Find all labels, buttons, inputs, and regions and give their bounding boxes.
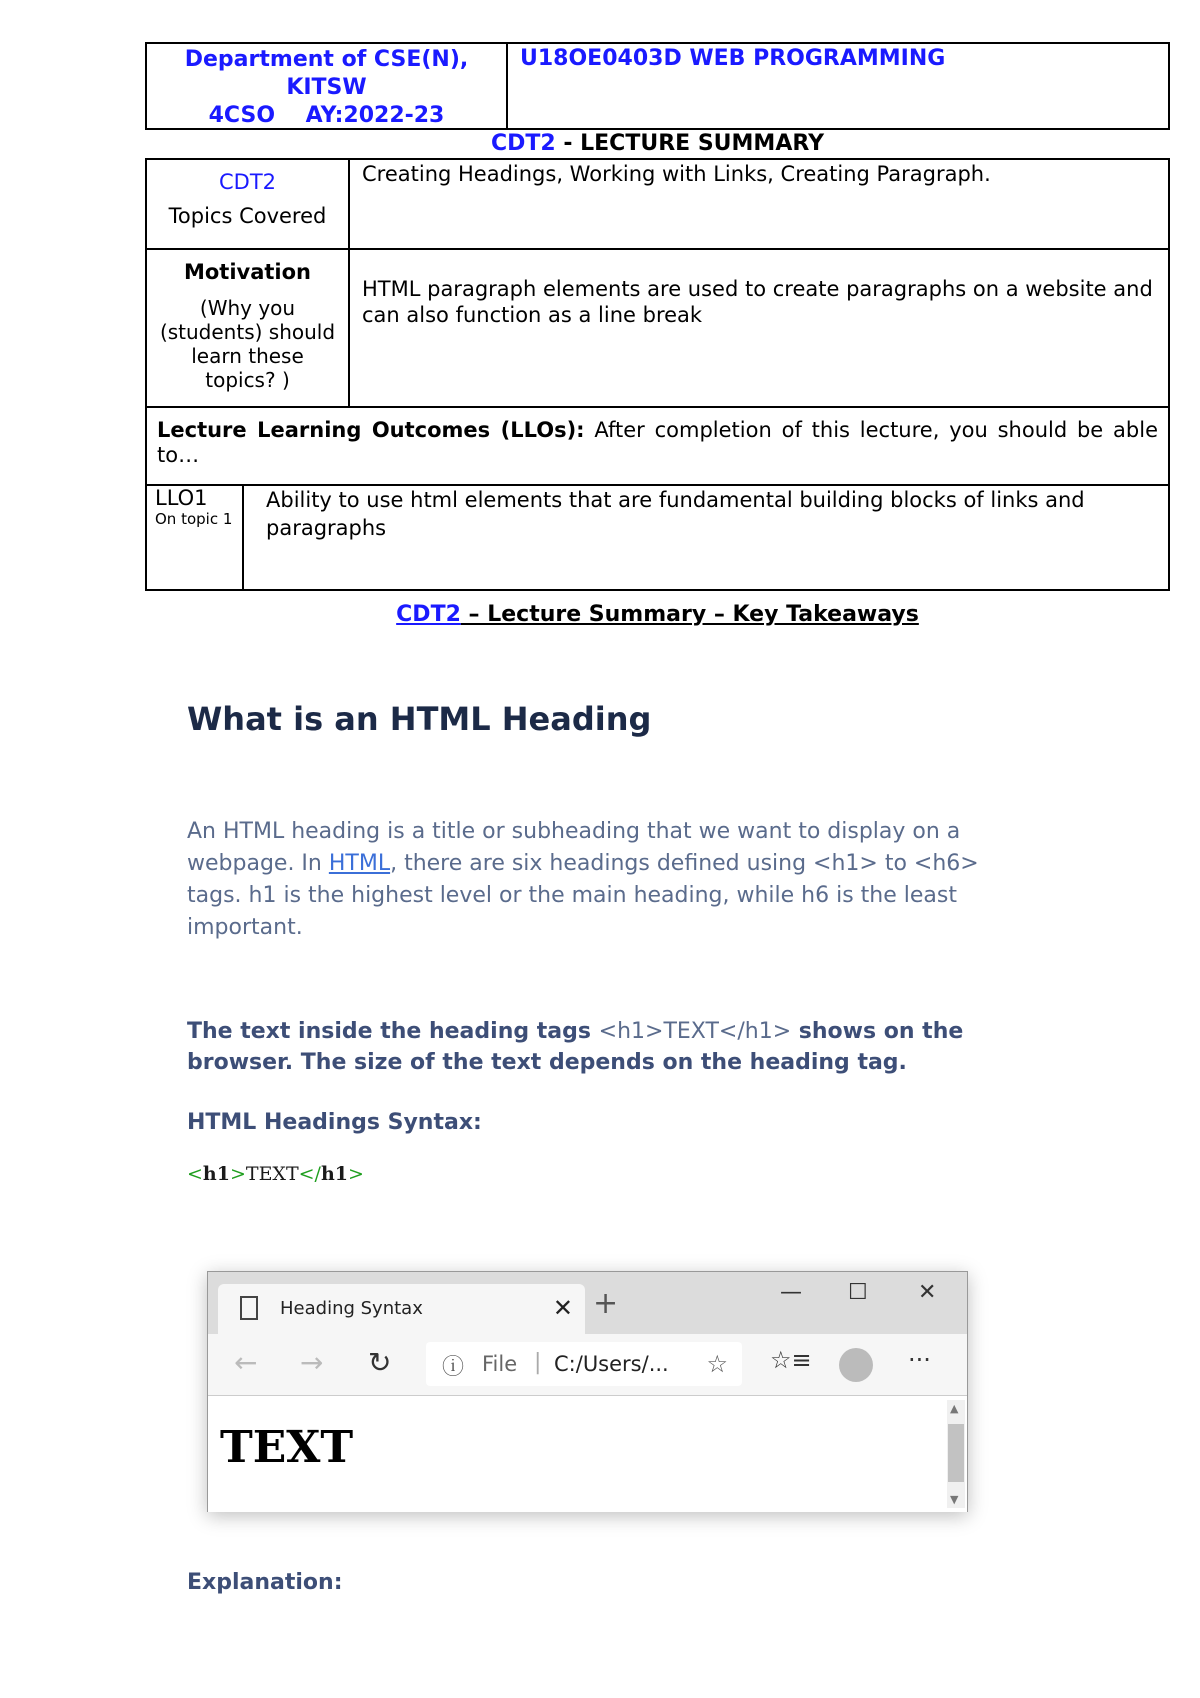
summary-grid bbox=[145, 158, 1170, 591]
header-table bbox=[145, 42, 1170, 130]
file-label: File bbox=[482, 1352, 518, 1376]
info-icon[interactable]: ⓘ bbox=[442, 1355, 465, 1380]
forward-icon[interactable]: → bbox=[300, 1346, 324, 1379]
page-viewport bbox=[208, 1396, 967, 1512]
department-name: Department of CSE(N), bbox=[184, 47, 469, 72]
key-takeaways-title bbox=[145, 600, 1170, 630]
explanation-label: Explanation: bbox=[187, 1570, 343, 1595]
topics-label: Topics Covered bbox=[168, 204, 327, 228]
summary-title-text: - LECTURE SUMMARY bbox=[555, 131, 825, 156]
heading-tags-paragraph bbox=[187, 1016, 1037, 1078]
scroll-thumb[interactable] bbox=[948, 1424, 964, 1482]
code-example bbox=[187, 1163, 1037, 1185]
bold-text-2: shows on the browser. The size of the text depends on the heading tag. bbox=[187, 1019, 964, 1075]
bold-text-1: The text inside the heading tags bbox=[187, 1019, 599, 1044]
llo1-row bbox=[147, 486, 1168, 589]
tab-heading-syntax[interactable] bbox=[218, 1284, 585, 1334]
browser-window bbox=[207, 1271, 968, 1512]
code-text: TEXT bbox=[245, 1163, 299, 1185]
topics-value: Creating Headings, Working with Links, Creating Paragraph. bbox=[362, 162, 991, 186]
lecture-summary-title bbox=[145, 130, 1170, 158]
more-menu-icon[interactable]: ··· bbox=[908, 1346, 931, 1374]
scroll-down-icon[interactable]: ▼ bbox=[950, 1493, 959, 1506]
new-tab-icon[interactable]: + bbox=[593, 1286, 619, 1321]
maximize-icon[interactable]: ☐ bbox=[848, 1280, 868, 1305]
section-heading: What is an HTML Heading bbox=[187, 700, 652, 738]
code-close-gt: > bbox=[348, 1163, 364, 1185]
class-year: 4CSO AY:2022-23 bbox=[208, 103, 445, 128]
motivation-row bbox=[147, 250, 1168, 408]
favorites-icon[interactable]: ☆≡ bbox=[770, 1346, 812, 1374]
html-link[interactable]: HTML bbox=[328, 851, 391, 876]
address-bar[interactable] bbox=[426, 1342, 742, 1386]
code-lt: < bbox=[187, 1163, 203, 1185]
inline-code: <h1>TEXT</h1> bbox=[598, 1019, 792, 1044]
topics-row bbox=[147, 160, 1168, 250]
tab-bar bbox=[208, 1272, 967, 1334]
minimize-icon[interactable]: — bbox=[780, 1280, 802, 1305]
code-tag-close: h1 bbox=[320, 1163, 349, 1185]
llo1-value: Ability to use html elements that are fundamental building blocks of links and paragraphs bbox=[266, 488, 1085, 540]
key-title-text: – Lecture Summary – Key Takeaways bbox=[460, 602, 919, 627]
para-text-2: , there are six headings defined using <h1> to <h6> tags. h1 is the highest level or the main heading, while h6 is the least important. bbox=[187, 851, 979, 940]
llo1-topic: On topic 1 bbox=[155, 510, 233, 528]
motivation-label: Motivation bbox=[183, 260, 312, 284]
motivation-value: HTML paragraph elements are used to create paragraphs on a website and can also function as a line break bbox=[362, 277, 1153, 327]
profile-avatar-icon[interactable] bbox=[839, 1348, 873, 1382]
course-title: U18OE0403D WEB PROGRAMMING bbox=[520, 46, 946, 71]
rendered-h1: TEXT bbox=[220, 1422, 354, 1473]
topics-cdt: CDT2 bbox=[218, 170, 277, 194]
syntax-label: HTML Headings Syntax: bbox=[187, 1110, 482, 1135]
document-icon bbox=[240, 1296, 258, 1320]
browser-toolbar bbox=[208, 1334, 967, 1396]
llo-intro: After completion of this lecture, you should be able to… bbox=[157, 418, 1158, 467]
address-separator: | bbox=[534, 1350, 542, 1375]
code-close-lt: </ bbox=[298, 1163, 321, 1185]
vertical-scrollbar[interactable] bbox=[947, 1400, 965, 1508]
key-cdt: CDT2 bbox=[396, 602, 461, 627]
intro-paragraph bbox=[187, 816, 1037, 944]
llo1-label-cell bbox=[147, 486, 244, 589]
reload-icon[interactable]: ↻ bbox=[368, 1346, 392, 1379]
llo-label: Lecture Learning Outcomes (LLOs): bbox=[157, 418, 585, 442]
motivation-sub: (Why you (students) should learn these topics? ) bbox=[159, 296, 336, 392]
code-tag-open: h1 bbox=[202, 1163, 230, 1185]
institute-name: KITSW bbox=[286, 75, 367, 100]
topics-label-cell bbox=[147, 160, 350, 248]
back-icon[interactable]: ← bbox=[234, 1346, 258, 1379]
close-window-icon[interactable]: ✕ bbox=[918, 1280, 937, 1305]
llo1-id: LLO1 bbox=[155, 486, 208, 510]
department-cell bbox=[147, 44, 508, 128]
summary-cdt: CDT2 bbox=[490, 131, 556, 156]
favorite-star-icon[interactable]: ☆ bbox=[706, 1350, 728, 1378]
code-gt: > bbox=[229, 1163, 246, 1185]
tab-close-icon[interactable]: ✕ bbox=[552, 1294, 573, 1322]
url-text[interactable]: C:/Users/... bbox=[554, 1352, 669, 1376]
para-text-1: An HTML heading is a title or subheading that we want to display on a webpage. In bbox=[187, 819, 961, 876]
llo-row bbox=[147, 408, 1168, 486]
tab-title: Heading Syntax bbox=[280, 1298, 423, 1319]
motivation-label-cell bbox=[147, 250, 350, 406]
scroll-up-icon[interactable]: ▲ bbox=[950, 1402, 959, 1415]
